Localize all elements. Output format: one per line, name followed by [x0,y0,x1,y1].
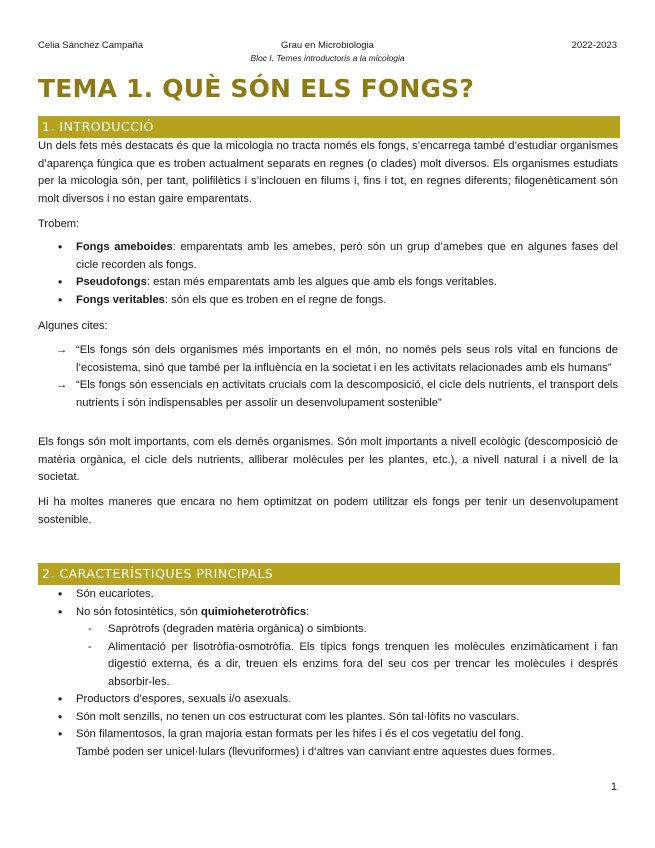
list-item: • Productors d’espores, sexuals i/o asexuals. [38,691,618,709]
group-term: Fongs ameboides [76,241,173,253]
item-line: • Són filamentosos, la gran majoria estan formats per les hifes i és el cos vegetatiu del fong. [76,728,524,740]
item-text: No són fotosintètics, són [76,605,201,618]
list-item: • Són molt senzills, no tenen un cos estructurat com les plantes. Són tal·lòfits no vasculars. [38,709,618,727]
list-item [38,604,618,692]
groups-list [38,239,618,309]
list-item [38,274,618,292]
academic-year: 2022-2023 [571,40,617,51]
importance-paragraph: Els fongs són molt importants, com els demés organismes. Són molt importants a nivell ecològic (descomposició de matèria orgànica, el cicle dels nutrients, alliberar molècules per les plantes, etc.), a nivell natural i a nivell de la societat. [38,436,618,483]
cites-label: Algunes cites: [38,320,108,332]
sub-list-item: - Alimentació per lisotròfia-osmotròfia. Els típics fongs trenquen les molècules enzimàticament i fan digestió externa, és a dir, treuen els enzims fora del seu cos per trencar les molècules i després absorbir-les. [86,639,618,692]
course-info [38,40,617,64]
section-heading-caracteristiques: 2. CARACTERÍSTIQUES PRINCIPALS [38,563,620,585]
group-term: Fongs veritables [76,293,165,306]
intro-paragraph: Un dels fets més destacats és que la micologia no tracta només els fongs, s’encarrega també d’estudiar organismes d’aparença fúngica que es troben actualment separats en regnes (o clades) molt diversos. Els organismes estudiats per la micologia són, per tant, polifilètics i s’inclouen en filums i, fins i tot, en regnes diferents; filogenèticament són molt diversos i no estan gaire emparentats. [38,140,618,205]
group-desc: : estan més emparentats amb les algues que amb els fongs veritables. [146,276,497,288]
item-line: També poden ser unicel·lulars (llevuriformes) i d’altres van canviant entre aquestes dues formes. [76,745,555,758]
group-desc: : emparentats amb les amebes, però són un grup d’amebes que en algunes fases del cicle recorden als fongs. [76,241,618,271]
list-item [38,292,618,310]
quote-item: → “Els fongs són essencials en activitats crucials com la descomposició, el cicle dels nutrients, el transport dels nutrients i són indispensables per assolir un desenvolupament sostenible” [38,377,618,412]
trobem-label: Trobem: [38,218,80,230]
page-number: 1 [610,781,617,793]
quote-item: → “Els fongs són dels organismes més importants en el món, no només pels seus rols vital en funcions de l’ecosistema, sinó que també per la influència en la societat i en les activitats relacionades amb els humans” [38,342,618,377]
list-item: • Són eucariotes. [38,586,618,604]
author-name: Celia Sánchez Campaña [38,40,144,51]
item-bold-term: quimioheterotròfics [201,605,307,618]
course-name: Grau en Microbiologia [281,40,374,51]
list-item [38,726,618,761]
section-heading-introduccio: 1. INTRODUCCIÓ [38,116,620,138]
page-header [38,40,617,66]
page-title: TEMA 1. QUÈ SÓN ELS FONGS? [38,74,475,103]
list-item [38,239,618,274]
sub-list-item: - Sapròtrofs (degraden matèria orgànica) o simbionts. [86,621,618,639]
quotes-list [38,342,618,412]
characteristics-list [38,586,618,761]
block-name: Bloc I. Temes introductoris a la micologia [250,53,405,63]
sustainability-paragraph: Hi ha moltes maneres que encara no hem optimitzat on podem utilitzar els fongs per tenir un desenvolupament sostenible. [38,496,618,526]
group-term: Pseudofongs [76,276,147,288]
item-text: : [306,605,310,618]
group-desc: : són els que es troben en el regne de fongs. [164,293,387,306]
